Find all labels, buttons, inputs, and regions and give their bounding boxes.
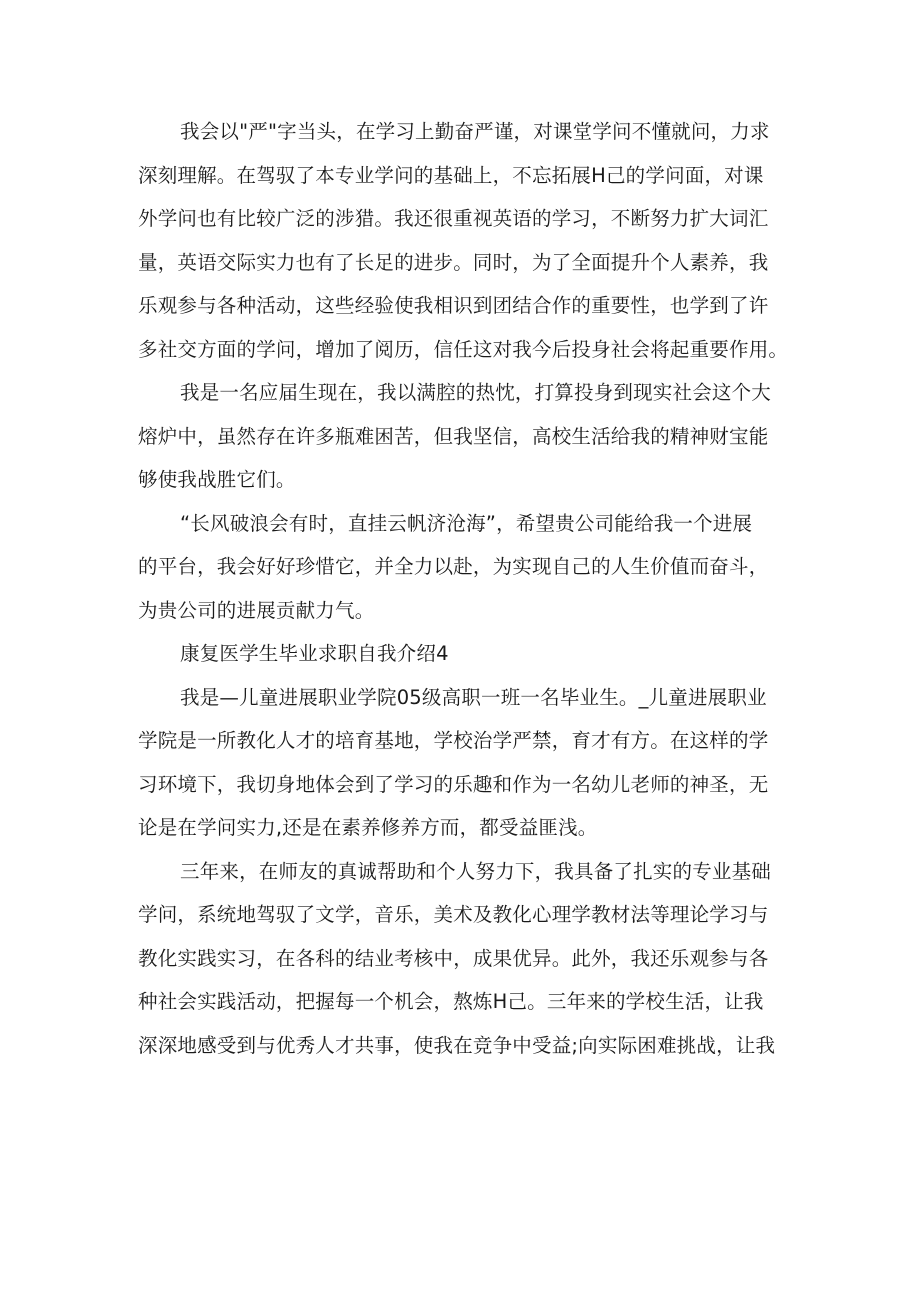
- paragraph-4-line-3: 习环境下，我切身地体会到了学习的乐趣和作为一名幼儿老师的神圣，无: [138, 773, 769, 796]
- paragraph-4-line-2: 学院是一所教化人才的培育基地，学校治学严禁，育才有方。在这样的学: [138, 729, 769, 752]
- paragraph-1-line-2: 深刻理解。在驾驭了本专业学问的基础上，不忘拓展H己的学问面，对课: [138, 164, 764, 187]
- paragraph-4-line-1: 我是—儿童进展职业学院05级高职一班一名毕业生。_儿童进展职业: [180, 686, 767, 709]
- paragraph-5-line-5: 深深地感受到与优秀人才共事，使我在竞争中受益;向实际困难挑战，让我: [138, 1034, 776, 1057]
- paragraph-2-line-1: 我是一名应届生现在，我以满腔的热忱，打算投身到现实社会这个大: [180, 381, 772, 404]
- paragraph-3-line-3: 为贵公司的进展贡献力气。: [138, 599, 375, 622]
- paragraph-4-line-4: 论是在学问实力,还是在素养修养方而，都受益匪浅。: [138, 816, 598, 839]
- paragraph-2-line-3: 够使我战胜它们。: [138, 468, 296, 491]
- paragraph-1-line-6: 多社交方面的学问，增加了阅历，信任这对我今后投身社会将起重要作用。: [138, 338, 789, 361]
- paragraph-5-line-4: 种社会实践活动，把握每一个机会，熬炼H己。三年来的学校生活，让我: [138, 990, 764, 1013]
- paragraph-1-line-5: 乐观参与各种活动，这些经验使我相识到团结合作的重要性，也学到了许: [138, 294, 769, 317]
- paragraph-5-line-2: 学问，系统地驾驭了文学，音乐，美术及教化心理学教材法等理论学习与: [138, 903, 769, 926]
- paragraph-3-line-1: “长风破浪会有时，直挂云帆济沧海”，希望贵公司能给我一个进展: [180, 512, 753, 535]
- section-heading: 康复医学生毕业求职自我介绍4: [180, 642, 449, 665]
- paragraph-2-line-2: 熔炉中，虽然存在许多瓶难困苦，但我坚信，高校生活给我的精神财宝能: [138, 425, 769, 448]
- paragraph-5-line-1: 三年来，在师友的真诚帮助和个人努力下，我具备了扎实的专业基础: [180, 860, 772, 883]
- paragraph-1-line-4: 量，英语交际实力也有了长足的进步。同时，为了全面提升个人素养，我: [138, 251, 769, 274]
- paragraph-3-line-2: 的平台，我会好好珍惜它，并全力以赴，为实现自己的人生价值而奋斗，: [138, 555, 769, 578]
- paragraph-1-line-3: 外学问也有比较广泛的涉猎。我还很重视英语的学习，不断努力扩大词汇: [138, 207, 769, 230]
- paragraph-1-line-1: 我会以"严"字当头，在学习上勤奋严谨，对课堂学问不懂就问，力求: [180, 120, 770, 143]
- paragraph-5-line-3: 教化实践实习，在各科的结业考核中，成果优异。此外，我还乐观参与各: [138, 947, 769, 970]
